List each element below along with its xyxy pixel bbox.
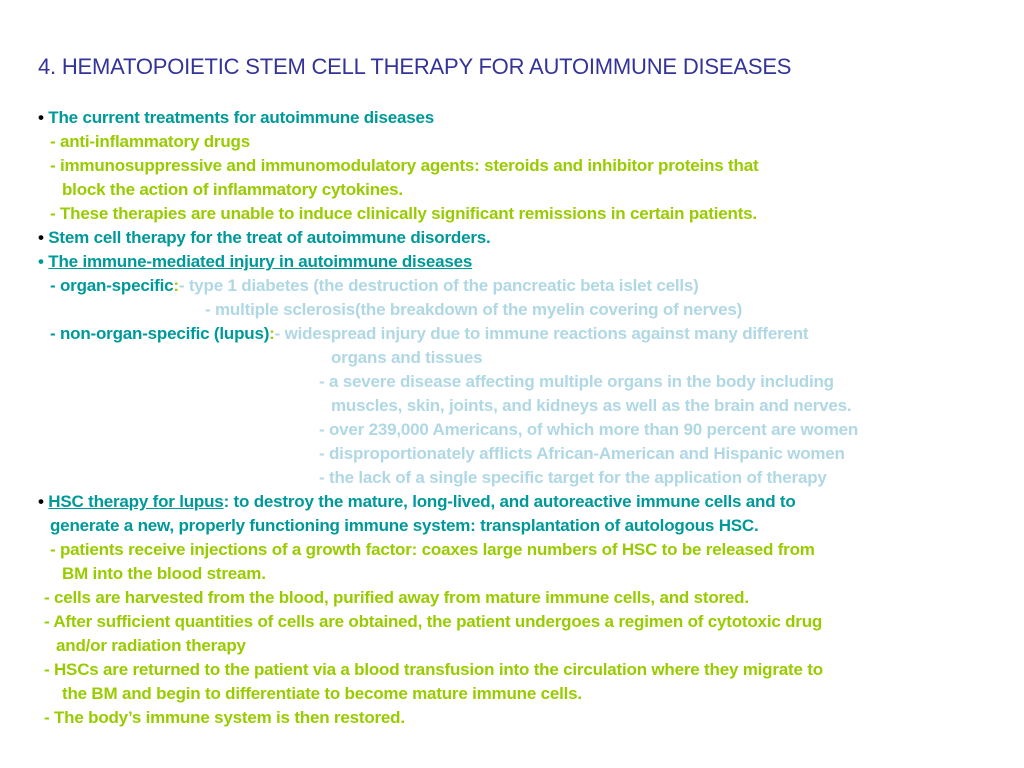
hsc-therapy-link[interactable]: HSC therapy for lupus [48,492,224,511]
organ-specific-item-diabetes: - type 1 diabetes (the destruction of the pancreatic beta islet cells) [178,276,699,295]
list-item-immunosuppressive: - immunosuppressive and immunomodulatory agents: steroids and inhibitor proteins that [50,156,759,175]
step-growth-factor: - patients receive injections of a growth factor: coaxes large numbers of HSC to be released from [50,540,815,559]
bullet-stem-cell-therapy [38,226,491,250]
step-hsc-returned-cont: the BM and begin to differentiate to become mature immune cells. [62,684,582,703]
hsc-therapy-heading-rest: : to destroy the mature, long-lived, and autoreactive immune cells and to [223,492,796,511]
step-cells-harvested: - cells are harvested from the blood, purified away from mature immune cells, and stored. [44,588,749,607]
non-organ-item-severe-disease-cont: muscles, skin, joints, and kidneys as well as the brain and nerves. [331,396,852,415]
non-organ-item-disproportionately: - disproportionately afflicts African-American and Hispanic women [319,444,845,463]
bullet-marker: • [38,252,44,271]
slide-title: 4. HEMATOPOIETIC STEM CELL THERAPY FOR AUTOIMMUNE DISEASES [38,54,792,79]
list-item-organ-specific [50,274,699,298]
bullet-marker: • [38,228,44,247]
step-growth-factor-cont: BM into the blood stream. [62,564,266,583]
non-organ-item-lack-of-target: - the lack of a single specific target for the application of therapy [319,468,827,487]
organ-specific-label: - organ-specific [50,276,174,295]
list-item-immunosuppressive-cont: block the action of inflammatory cytokines. [62,180,403,199]
non-organ-specific-separator: : [269,324,275,343]
bullet-hsc-therapy [38,490,796,514]
non-organ-item-severe-disease: - a severe disease affecting multiple organs in the body including [319,372,834,391]
bullet-current-treatments [38,106,434,130]
list-item-anti-inflammatory: - anti-inflammatory drugs [50,132,250,151]
step-immune-restored: - The body’s immune system is then restored. [44,708,405,727]
organ-specific-separator: : [173,276,179,295]
bullet-marker: • [38,108,44,127]
non-organ-item-widespread-cont: organs and tissues [331,348,483,367]
section-heading-current-treatments: The current treatments for autoimmune diseases [48,108,434,127]
bullet-marker: • [38,492,44,511]
list-item-therapies-unable: - These therapies are unable to induce clinically significant remissions in certain patients. [50,204,757,223]
organ-specific-item-sclerosis: - multiple sclerosis(the breakdown of the myelin covering of nerves) [205,300,743,319]
non-organ-item-widespread: - widespread injury due to immune reactions against many different [274,324,809,343]
bullet-immune-mediated-injury [38,250,472,274]
step-hsc-returned: - HSCs are returned to the patient via a blood transfusion into the circulation where they migrate to [44,660,823,679]
section-heading-stem-cell-therapy: Stem cell therapy for the treat of autoimmune disorders. [48,228,491,247]
step-cytotoxic-regimen: - After sufficient quantities of cells are obtained, the patient undergoes a regimen of cytotoxic drug [44,612,823,631]
list-item-non-organ-specific [50,322,808,346]
step-cytotoxic-regimen-cont: and/or radiation therapy [56,636,246,655]
section-heading-immune-mediated-injury-link[interactable]: The immune-mediated injury in autoimmune diseases [48,252,473,271]
non-organ-item-americans: - over 239,000 Americans, of which more than 90 percent are women [319,420,859,439]
hsc-therapy-heading-cont: generate a new, properly functioning immune system: transplantation of autologous HSC. [50,516,759,535]
non-organ-specific-label: - non-organ-specific (lupus) [50,324,270,343]
